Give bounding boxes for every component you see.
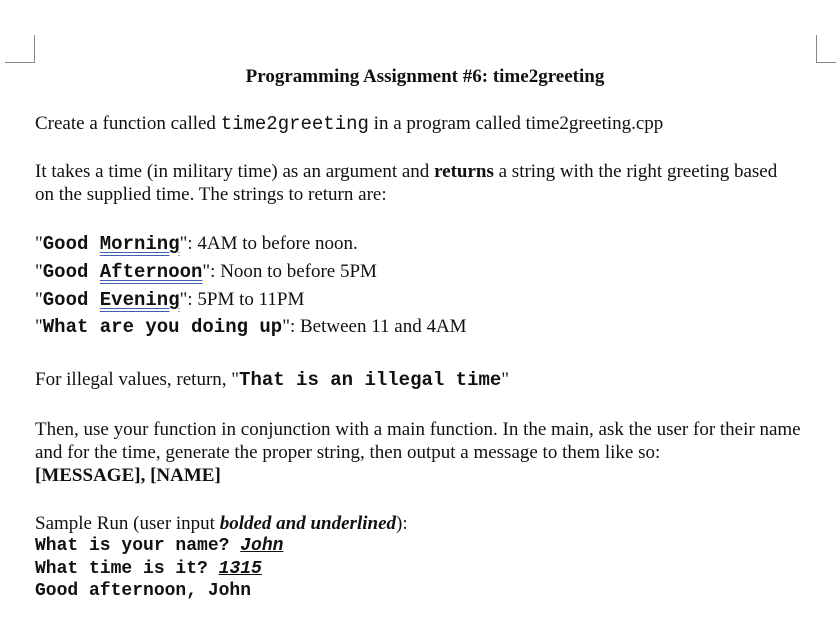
sample-line-time — [35, 558, 283, 581]
greeting-word-1: Good — [42, 289, 100, 311]
sample-label-post: ): — [396, 513, 408, 534]
then-text: Then, use your function in conjunction with a main function. In the main, ask the user for their name and for the time, generate the proper string, then output a message to them like so: — [35, 419, 801, 463]
greeting-word-2: Evening — [99, 289, 180, 311]
crop-mark-top-right-h — [816, 62, 836, 63]
sample-line-name — [35, 535, 283, 558]
sample-prompt: What is your name? — [35, 536, 241, 556]
illegal-code: That is an illegal time — [239, 369, 502, 391]
greeting-word-1: Good — [42, 233, 100, 255]
sample-prompt: What time is it? — [35, 558, 219, 579]
description-paragraph — [35, 160, 795, 206]
crop-mark-top-left-h — [5, 62, 34, 63]
sample-output — [35, 535, 283, 603]
document-title: Programming Assignment #6: time2greeting — [245, 66, 605, 87]
illegal-pre: For illegal values, return, " — [35, 369, 240, 390]
greeting-morning: "Good Morning": 4AM to before noon. — [35, 233, 358, 255]
intro-prefix: Create a function called — [35, 113, 221, 134]
then-paragraph — [35, 418, 805, 487]
greeting-word-2: Afternoon — [99, 261, 203, 283]
greeting-range: ": 4AM to before noon. — [179, 233, 358, 254]
sample-input-name: John — [240, 536, 284, 556]
greeting-range: ": Between 11 and 4AM — [282, 316, 467, 337]
intro-paragraph — [35, 113, 663, 135]
greeting-range: ": Noon to before 5PM — [202, 261, 377, 282]
desc-bold-returns: returns — [434, 161, 494, 182]
sample-input-time: 1315 — [218, 558, 262, 579]
greeting-word-2: Morning — [99, 233, 180, 255]
greeting-evening: "Good Evening": 5PM to 11PM — [35, 289, 305, 311]
crop-mark-top-right-v — [816, 35, 817, 63]
illegal-values-line — [35, 369, 509, 391]
intro-suffix: in a program called time2greeting.cpp — [368, 113, 664, 134]
greeting-afternoon: "Good Afternoon": Noon to before 5PM — [35, 261, 377, 283]
message-format: [MESSAGE], [NAME] — [35, 465, 221, 486]
sample-label-pre: Sample Run (user input — [35, 513, 220, 534]
sample-line-output: Good afternoon, John — [35, 581, 252, 601]
greeting-word-1: What are you doing up — [42, 316, 283, 338]
greeting-range: ": 5PM to 11PM — [179, 289, 305, 310]
function-name: time2greeting — [220, 113, 369, 135]
greeting-late-night: "What are you doing up": Between 11 and 4AM — [35, 316, 467, 338]
greeting-word-1: Good — [42, 261, 100, 283]
sample-run-label — [35, 513, 408, 535]
desc-pre: It takes a time (in military time) as an argument and — [35, 161, 435, 182]
illegal-post: " — [501, 369, 510, 390]
desc-post: a string with the right greeting based on the supplied time. The strings to return are: — [35, 161, 778, 205]
crop-mark-top-left-v — [34, 35, 35, 63]
sample-label-em: bolded and underlined — [219, 513, 397, 534]
